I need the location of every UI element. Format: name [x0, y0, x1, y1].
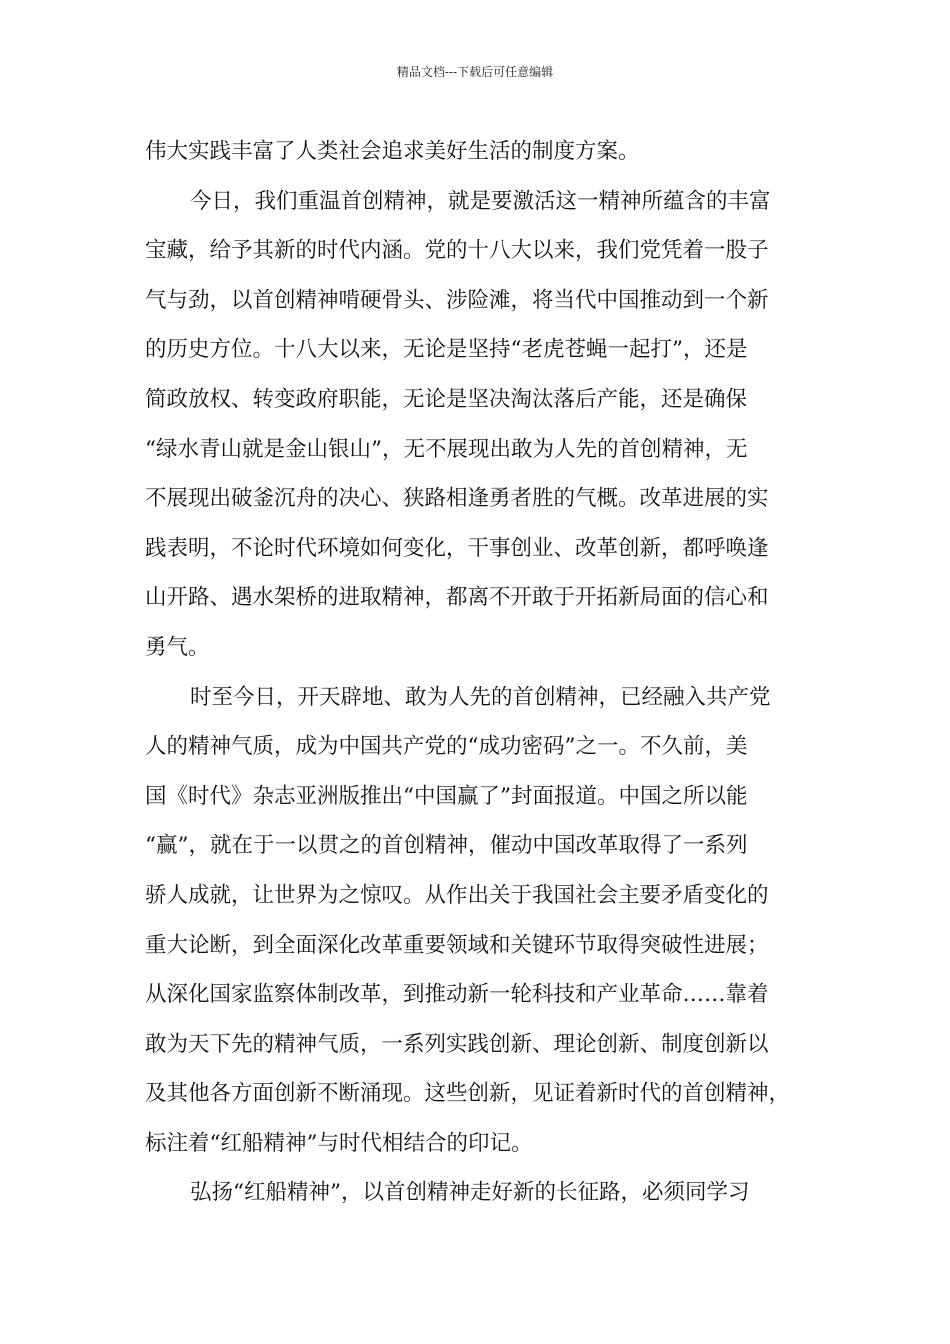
- text-line: 简政放权、转变政府职能，无论是坚决淘汰落后产能，还是确保: [145, 386, 748, 412]
- text-line: 宝藏，给予其新的时代内涵。党的十八大以来，我们党凭着一股子: [145, 238, 769, 264]
- text-line: “赢”，就在于一以贯之的首创精神，催动中国改革取得了一系列: [145, 833, 748, 859]
- paragraph-first-line: 时至今日，开天辟地、敢为人先的首创精神，已经融入共产党: [190, 684, 771, 710]
- paragraph-first-line: 今日，我们重温首创精神，就是要激活这一精神所蕴含的丰富: [190, 188, 771, 214]
- text-line: 敢为天下先的精神气质，一系列实践创新、理论创新、制度创新以: [145, 1031, 769, 1057]
- text-line: 从深化国家监察体制改革，到推动新一轮科技和产业革命……靠着: [145, 982, 769, 1008]
- text-line: 及其他各方面创新不断涌现。这些创新，见证着新时代的首创精神，: [145, 1081, 791, 1107]
- text-line: 气与劲，以首创精神啃硬骨头、涉险滩，将当代中国推动到一个新: [145, 287, 769, 313]
- text-line: 重大论断，到全面深化改革重要领域和关键环节取得突破性进展；: [145, 932, 769, 958]
- text-line: 山开路、遇水架桥的进取精神，都离不开敢于开拓新局面的信心和: [145, 585, 769, 611]
- text-line: 勇气。: [145, 634, 210, 660]
- text-line: 的历史方位。十八大以来，无论是坚持“老虎苍蝇一起打”，还是: [145, 337, 748, 363]
- text-line: 伟大实践丰富了人类社会追求美好生活的制度方案。: [145, 139, 640, 164]
- text-line: 不展现出破釜沉舟的决心、狭路相逢勇者胜的气概。改革进展的实: [145, 486, 769, 512]
- text-line: “绿水青山就是金山银山”，无不展现出敢为人先的首创精神，无: [145, 436, 748, 462]
- text-line: 践表明，不论时代环境如何变化，干事创业、改革创新，都呼唤逢: [145, 535, 769, 561]
- text-line: 骄人成就，让世界为之惊叹。从作出关于我国社会主要矛盾变化的: [145, 882, 769, 908]
- page-header: 精品文档---下载后可任意编辑: [396, 65, 554, 79]
- text-line: 国《时代》杂志亚洲版推出“中国赢了”封面报道。中国之所以能: [145, 783, 748, 809]
- text-line: 人的精神气质，成为中国共产党的“成功密码”之一。不久前，美: [145, 734, 748, 760]
- text-line: 标注着“红船精神”与时代相结合的印记。: [145, 1130, 533, 1156]
- document-body: [145, 127, 821, 1218]
- paragraph-first-line: 弘扬“红船精神”，以首创精神走好新的长征路，必须同学习: [190, 1180, 750, 1206]
